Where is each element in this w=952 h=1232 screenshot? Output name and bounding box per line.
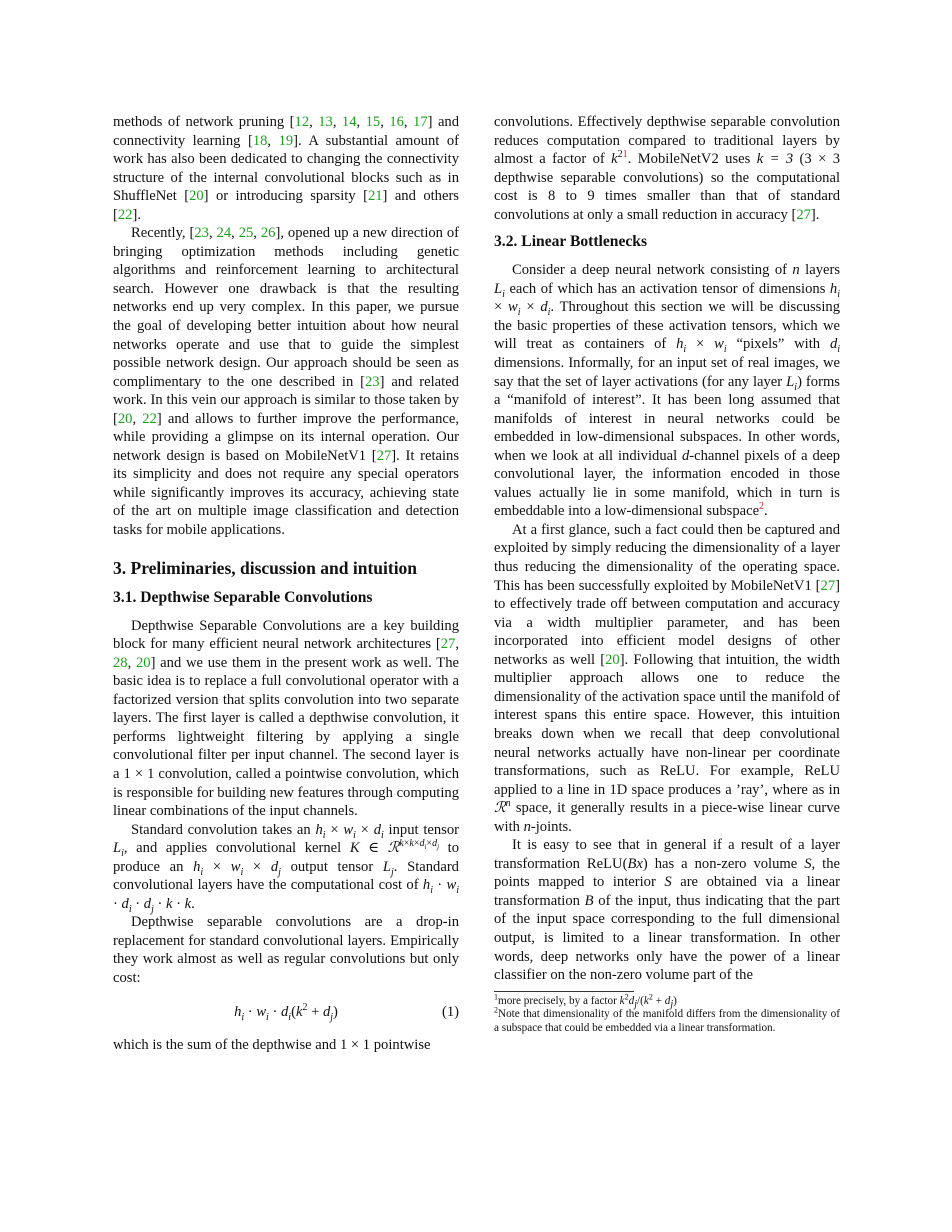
text: ( (793, 151, 805, 168)
citation[interactable]: 14 (341, 114, 357, 130)
text: ]. It retains its simplicity and does not require any special operators while significantly improves its accuracy, achieving state of the art on multiple image classification and detection tasks for mobile applications. (113, 447, 460, 539)
text: dimensions. Informally, for an input set of real images, we say that the set of layer activations (for any layer (494, 355, 840, 390)
right-column (494, 113, 840, 1035)
paragraph-sum-depthwise (113, 1036, 459, 1055)
text: ReLU (586, 855, 623, 872)
paragraph-depthwise-cost: Depthwise separable convolutions are a drop-in replacement for standard convolutional layers. Empirically they work almost as well as regular convolutions but only cost: (113, 914, 459, 986)
text: which is the sum of the depthwise and (113, 1037, 340, 1054)
citation[interactable]: 20 (189, 188, 204, 205)
text: . Throughout this section we will be discussing the basic properties of these activation tensors, which we will treat as containers of (494, 299, 840, 353)
text: ] and related work. In this vein our approach is similar to those taken by [ (113, 373, 459, 427)
paragraph-depthwise-intro: Depthwise Separable Convolutions are a key building block for many efficient neural network architectures [27, 28, 20] and we use them in the present work as well. The basic idea is to replace a full convolutional operator with a factorized version that splits convolution into two separate layers. The first layer is called a depthwise convolution, it performs lightweight filtering by applying a single convolutional filter per input channel. The second layer is a 1 × 1 convolution, called a pointwise convolution, which is responsible for building new features through computing linear combinations of the input channels. (113, 617, 459, 820)
footnote-marker[interactable]: 2 (759, 501, 765, 513)
text: ] and allows to further improve the performance, while providing a glimpse on its internal operation. Our network design is based on MobileNetV1 [ (113, 410, 459, 464)
text: ] and others [ (113, 188, 459, 223)
text: At a first glance, such a fact could then be captured and exploited by simply reducing the dimensionality of a layer thus reducing the dimensionality of the operating space. This has been successfully exploited by MobileNetV1 [ (494, 521, 840, 594)
math-inline: 1 × 1 (339, 1037, 371, 1054)
text: convolution, called a pointwise convolution, which is responsible for building new features through computing linear combinations of the input channels. (113, 765, 459, 820)
citation[interactable]: 27 (796, 206, 811, 223)
math-inline: $k^2$ (611, 149, 623, 168)
citation[interactable]: 22 (117, 206, 133, 223)
math-inline: ReLU (804, 763, 840, 780)
text: Depthwise Separable Convolutions are a key building block for many efficient neural network architectures [ (113, 617, 459, 653)
text: . (764, 503, 768, 520)
text: Consider a deep neural network consisting of (512, 262, 793, 279)
math-inline: $L_j$ (382, 858, 394, 878)
left-column (113, 113, 459, 1055)
citation[interactable]: 17 (413, 114, 428, 130)
text: are obtained via a linear transformation (494, 874, 840, 909)
footnote-marker[interactable]: 1 (622, 149, 628, 161)
math-inline: interior S (612, 874, 672, 891)
text: ] to effectively trade off between computation and accuracy via a width multiplier parameter, and has been incorporated into efficient model designs of other networks as well [ (494, 577, 840, 668)
math-inline: ReLU(Bx) (586, 855, 648, 872)
math-inline: B (584, 892, 594, 909)
text: each of which has an activation tensor of dimensions (504, 280, 830, 297)
math-inline: $d_i$ (829, 336, 841, 356)
math-inline: n (792, 262, 800, 279)
paragraph-recently: Recently, [23, 24, 25, 26], opened up a new direction of bringing optimization methods including genetic algorithms and reinforcement learning to architectural search. However one drawback is that the resulting networks end up very complex. In this paper, we pursue the goal of developing better intuition about how neural networks operate and use that to guide the simplest possible network design. Our approach should be seen as complimentary to the one described in [23] and related work. In this vein our approach is similar to those taken by [20, 22] and allows to further improve the performance, while providing a glimpse on its internal operation. Our network design is based on MobileNetV1 [27]. It retains its simplicity and does not require any special operators while significantly improves its accuracy, achieving state of the art on multiple image classification and detection tasks for mobile applications. (113, 225, 460, 539)
text: has a non-zero volume (647, 855, 805, 872)
text: ]. A substantial amount of work has also been dedicated to changing the connectivity structure of the internal convolutional blocks such as in ShuffleNet [ (113, 132, 459, 205)
citation[interactable]: 21 (367, 188, 383, 205)
text: -channel pixels of a deep convolutional layer, the information encoded in those values actually lie in some manifold, which in turn is embeddable into a low-dimensional subspace (494, 447, 840, 520)
text: It is easy to see that in general if a result of a layer transformation (494, 837, 840, 872)
text: . Standard convolutional layers have the computational cost of (113, 858, 459, 894)
text: . For example, (695, 763, 805, 780)
math-inline: $L_i$ (786, 373, 798, 393)
paragraph-related-work-pruning: methods of network pruning [12, 13, 14, 15, 16, 17] and connectivity learning [18, 19]. A substantial amount of work has also been dedicated to changing the connectivity structure of the internal convolutional blocks such as in ShuffleNet [20] or introducing sparsity [21] and others [22]. (113, 114, 460, 223)
text: “pixels” with (726, 336, 830, 353)
math-inline: 1 × 1 (123, 765, 155, 782)
math-inline: $L_i$ (494, 280, 505, 300)
math-inline: 3 × 3 (804, 151, 841, 168)
text: applied to a line in 1D space produces a ’ray’, where as in (494, 781, 840, 798)
citation[interactable]: 28 (113, 654, 128, 671)
math-inline: $L_i$ (113, 840, 124, 860)
math-inline: $h_i \times w_i \times d_j$ (193, 858, 281, 878)
text: of the input, thus indicating that the part of the input space corresponding to the full dimensional output, is limited to a linear transformation. In other words, deep networks only have the power of a linear classifier on the non-zero volume part of the (494, 892, 840, 984)
text: space, it generally results in a piece-wise linear curve with (494, 800, 840, 835)
text: ], opened up a new direction of bringing optimization methods including genetic algorithms and reinforcement learning to architectural search. However one drawback is that the resulting networks end up very complex. In this paper, we pursue the goal of developing better intuition about how neural networks operate and use that to guide the simplest possible network design. Our approach should be seen as complimentary to the one described in [ (113, 225, 460, 390)
text: pointwise (370, 1037, 431, 1054)
citation[interactable]: 20 (117, 410, 133, 427)
text: ] and connectivity learning [ (113, 114, 460, 149)
paragraph-first-glance (494, 521, 840, 836)
citation[interactable]: 12 (294, 114, 310, 130)
text: ]. (132, 206, 141, 223)
text: Standard convolution takes an (131, 821, 316, 838)
text: output tensor (280, 858, 383, 875)
citation[interactable]: 27 (376, 447, 392, 464)
citation[interactable]: 27 (440, 636, 456, 653)
text: ]. (810, 206, 820, 223)
text: , the points mapped to (494, 855, 840, 891)
citation[interactable]: 23 (194, 225, 209, 242)
math-inline: k = 3 (756, 151, 794, 168)
text: more precisely, by a factor (498, 994, 620, 1007)
math-inline: K ∈ ℛ$^{k\times k\times d_i\times d_j}$ (349, 838, 440, 857)
paragraph-standard-conv (113, 821, 459, 914)
text: . MobileNetV2 uses (627, 151, 757, 168)
text: ]. Following that intuition, the width multiplier approach allows one to reduce the dimensionality of the activation space until the manifold of interest spans this entire space. However, this intuition breaks down when we recall that deep convolutional neural networks actually have non-linear per coordinate transformations, such as (494, 651, 840, 780)
footnote-number: 2 (494, 1005, 498, 1015)
footnote-2 (494, 1005, 840, 1035)
math-inline: ReLU (659, 763, 696, 780)
text: Recently, [ (131, 225, 195, 242)
text: input tensor (383, 821, 459, 838)
math-inline: d (682, 447, 690, 464)
math-inline: $h_i \cdot w_i \cdot d_i \cdot d_j \cdot k \cdot k$ (113, 877, 459, 915)
text: layers (799, 262, 841, 279)
citation[interactable]: 13 (318, 114, 333, 130)
text: convolutions. Effectively depthwise separable convolution reduces computation compared to traditional layers by almost a factor of (494, 114, 840, 168)
text: ] and we use them in the present work as well. The basic idea is to replace a full convolutional operator with a factorized version that splits convolution into two separate layers. The first layer is called a depthwise convolution, it performs lightweight filtering by applying a single convolutional filter per input channel. The second layer is a (113, 654, 459, 782)
section-3-2-heading: 3.2. Linear Bottlenecks (494, 233, 648, 251)
text: depthwise separable convolutions) so the computational cost is 8 to 9 times smaller than that of standard convolutions at only a small reduction in accuracy [ (494, 169, 840, 223)
footnote-rule (494, 991, 840, 1036)
citation[interactable]: 27 (820, 577, 836, 594)
math-inline: S (804, 855, 812, 872)
citation[interactable]: 16 (389, 114, 404, 130)
citation[interactable]: 26 (260, 225, 276, 242)
equation-number: (1) (441, 1003, 459, 1020)
text: to produce an (113, 840, 459, 875)
text: . (191, 895, 195, 912)
text: methods of network pruning [ (113, 114, 295, 130)
text: ) forms a “manifold of interest”. It has been long assumed that manifolds of interest in neural networks could be embedded in low-dimensional subspaces. In other words, when we look at all individual (494, 373, 840, 464)
math-inline: n (523, 818, 531, 835)
citation[interactable]: 22 (142, 410, 157, 427)
math-inline: $k^2d_j/(k^2 + d_j)$ (619, 991, 677, 1010)
equation-1 (113, 1003, 459, 1022)
section-3-heading: 3. Preliminaries, discussion and intuition (113, 557, 418, 578)
paragraph-linear-bottleneck-intro (494, 261, 840, 521)
text: -joints. (530, 818, 572, 835)
citation[interactable]: 20 (605, 651, 620, 668)
math-inline: $h_i \times w_i \times d_i$ (315, 821, 384, 841)
text: , and applies convolutional kernel (123, 840, 350, 857)
citation[interactable]: 19 (278, 132, 294, 149)
citation[interactable]: 24 (216, 225, 232, 242)
text: interior (612, 874, 656, 891)
citation[interactable]: 15 (365, 114, 381, 130)
text: Note that dimensionality of the manifold differs from the dimensionality of a subspace that could be embedded via a linear transformation. (494, 1008, 840, 1034)
footnote-1 (494, 991, 840, 1010)
citation[interactable]: 18 (252, 132, 268, 149)
citation[interactable]: 25 (238, 225, 254, 242)
section-3-1-heading: 3.1. Depthwise Separable Convolutions (113, 588, 373, 606)
math-inline: $h_i \times w_i \times d_i$ (494, 280, 840, 319)
citation[interactable]: 23 (365, 373, 380, 390)
text: ] or introducing sparsity [ (203, 188, 368, 205)
math-inline: ℛ$^n$ (494, 798, 511, 817)
math-inline: $h_i \times w_i$ (676, 336, 727, 356)
paragraph-easy-to-see (494, 836, 840, 984)
paragraph-conv-reduction (494, 113, 840, 224)
footnote-number: 1 (494, 991, 498, 1001)
equation-body: $h_i \cdot w_i \cdot d_i(k^2 + d_j)$ (234, 1001, 338, 1023)
citation[interactable]: 20 (135, 654, 151, 671)
